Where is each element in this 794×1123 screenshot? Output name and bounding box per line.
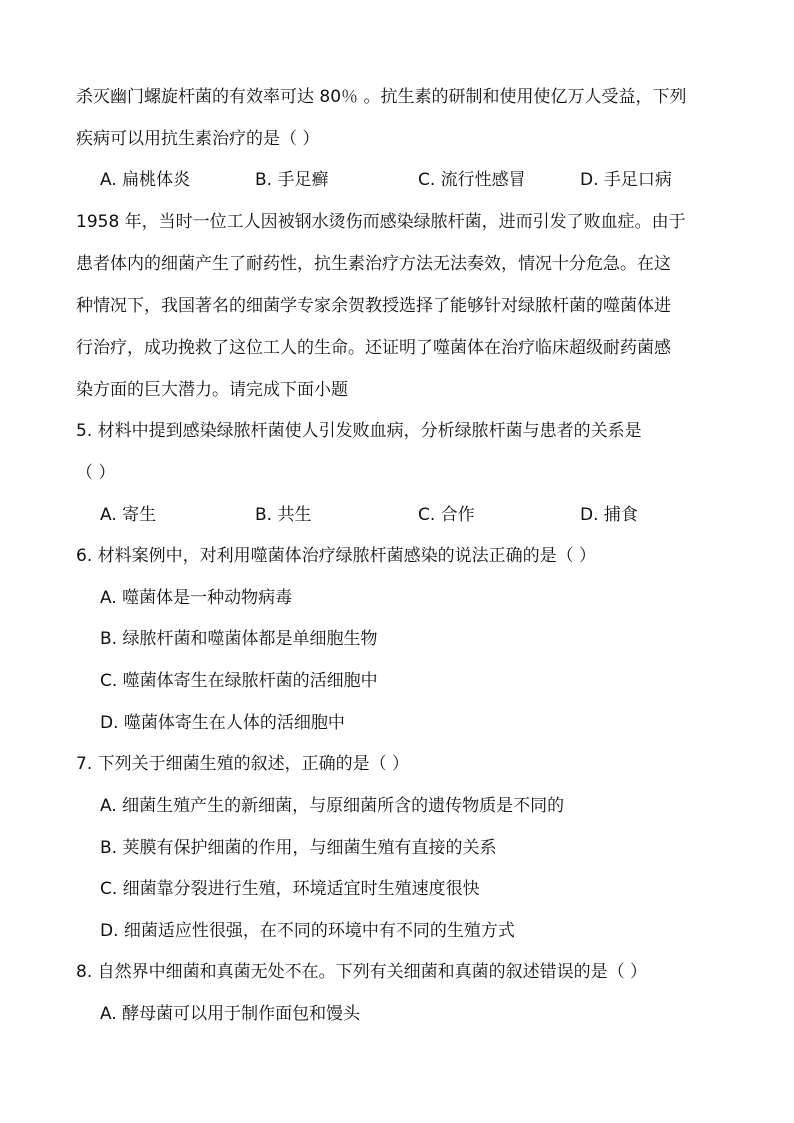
question-8-stem: 8. 自然界中细菌和真菌无处不在。下列有关细菌和真菌的叙述错误的是（ ）	[76, 962, 648, 982]
question-7-option-b: B. 荚膜有保护细菌的作用，与细菌生殖有直接的关系	[100, 838, 497, 858]
question-7-option-c: C. 细菌靠分裂进行生殖，环境适宜时生殖速度很快	[100, 879, 480, 899]
question-6-option-a: A. 噬菌体是一种动物病毒	[100, 588, 293, 608]
material-line: 行治疗，成功挽救了这位工人的生命。还证明了噬菌体在治疗临床超级耐药菌感	[76, 338, 671, 358]
question-6-option-b: B. 绿脓杆菌和噬菌体都是单细胞生物	[100, 629, 378, 649]
question-5-paren: （ ）	[76, 463, 116, 483]
material-line: 患者体内的细菌产生了耐药性，抗生素治疗方法无法奏效，情况十分危急。在这	[76, 254, 671, 274]
question-6-option-c: C. 噬菌体寄生在绿脓杆菌的活细胞中	[100, 671, 378, 691]
question-5-stem: 5. 材料中提到感染绿脓杆菌使人引发败血病，分析绿脓杆菌与患者的关系是	[76, 421, 642, 441]
question-5-option-b: B. 共生	[255, 505, 312, 525]
material-line: 染方面的巨大潜力。请完成下面小题	[76, 380, 348, 400]
question-4-option-a: A. 扁桃体炎	[100, 170, 191, 190]
question-5-option-d: D. 捕食	[580, 505, 638, 525]
question-5-option-a: A. 寄生	[100, 505, 157, 525]
question-4-option-b: B. 手足癣	[255, 170, 329, 190]
question-4-stem: 疾病可以用抗生素治疗的是（ ）	[76, 129, 320, 149]
material-line: 种情况下，我国著名的细菌学专家余贺教授选择了能够针对绿脓杆菌的噬菌体进	[76, 296, 671, 316]
question-6-option-d: D. 噬菌体寄生在人体的活细胞中	[100, 713, 345, 733]
intro-text-line: 杀灭幽门螺旋杆菌的有效率可达 80％ 。抗生素的研制和使用使亿万人受益，下列	[76, 87, 687, 107]
question-6-stem: 6. 材料案例中，对利用噬菌体治疗绿脓杆菌感染的说法正确的是（ ）	[76, 546, 597, 566]
question-7-stem: 7. 下列关于细菌生殖的叙述，正确的是（ ）	[76, 754, 410, 774]
material-line: 1958 年，当时一位工人因被钢水烫伤而感染绿脓杆菌，进而引发了败血症。由于	[76, 212, 686, 232]
question-4-option-d: D. 手足口病	[580, 170, 672, 190]
question-8-option-a: A. 酵母菌可以用于制作面包和馒头	[100, 1004, 361, 1024]
question-7-option-a: A. 细菌生殖产生的新细菌，与原细菌所含的遗传物质是不同的	[100, 796, 565, 816]
question-4-option-c: C. 流行性感冒	[418, 170, 526, 190]
question-7-option-d: D. 细菌适应性很强，在不同的环境中有不同的生殖方式	[100, 921, 515, 941]
question-5-option-c: C. 合作	[418, 505, 475, 525]
